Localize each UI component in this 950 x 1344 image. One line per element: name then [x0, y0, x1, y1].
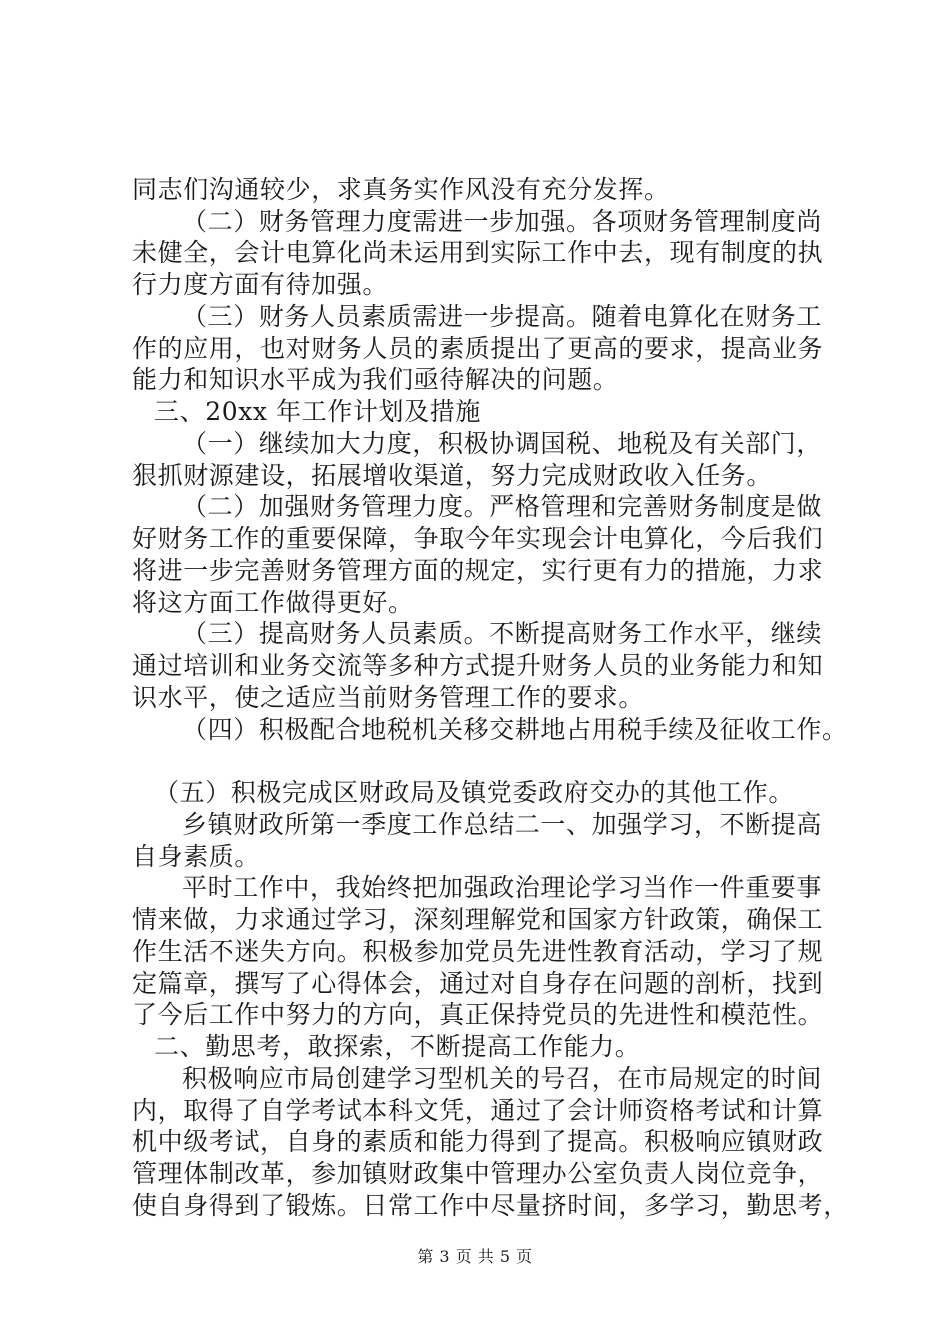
section-heading: 二、勤思考，敢探索，不断提高工作能力。	[154, 1032, 641, 1061]
section-heading: 三、20xx 年工作计划及措施	[154, 397, 481, 426]
text-line: 将这方面工作做得更好。	[132, 588, 414, 617]
text-line: 同志们沟通较少，求真务实作风没有充分发挥。	[132, 175, 670, 204]
text-line: （二）加强财务管理力度。严格管理和完善财务制度是做	[182, 492, 823, 521]
text-line: 积极响应市局创建学习型机关的号召，在市局规定的时间	[182, 1064, 823, 1093]
text-line: 未健全，会计电算化尚未运用到实际工作中去，现有制度的执	[132, 238, 824, 267]
text-line: （四）积极配合地税机关移交耕地占用税手续及征收工作。	[182, 715, 848, 744]
text-line: 平时工作中，我始终把加强政治理论学习当作一件重要事	[182, 873, 823, 902]
text-line: 机中级考试，自身的素质和能力得到了提高。积极响应镇财政	[132, 1127, 824, 1156]
page-footer: 第 3 页 共 5 页	[417, 1247, 533, 1266]
text-line: 乡镇财政所第一季度工作总结二一、加强学习，不断提高	[182, 810, 823, 839]
text-line: 内，取得了自学考试本科文凭，通过了会计师资格考试和计算	[132, 1096, 824, 1125]
text-line: （五）积极完成区财政局及镇党委政府交办的其他工作。	[154, 778, 795, 807]
text-line: 使自身得到了锻炼。日常工作中尽量挤时间，多学习，勤思考，	[132, 1191, 849, 1220]
text-line: （二）财务管理力度需进一步加强。各项财务管理制度尚	[182, 207, 823, 236]
text-line: 识水平，使之适应当前财务管理工作的要求。	[132, 683, 645, 712]
text-line: 作的应用，也对财务人员的素质提出了更高的要求，提高业务	[132, 334, 824, 363]
text-line: （一）继续加大力度，积极协调国税、地税及有关部门，	[182, 429, 823, 458]
text-line: 好财务工作的重要保障，争取今年实现会计电算化，今后我们	[132, 524, 824, 553]
text-line: 作生活不迷失方向。积极参加党员先进性教育活动，学习了规	[132, 937, 824, 966]
text-line: （三）财务人员素质需进一步提高。随着电算化在财务工	[182, 302, 823, 331]
text-line: 将进一步完善财务管理方面的规定，实行更有力的措施，力求	[132, 556, 824, 585]
text-line: 管理体制改革，参加镇财政集中管理办公室负责人岗位竞争，	[132, 1159, 824, 1188]
text-line: 行力度方面有待加强。	[132, 270, 389, 299]
text-line: 了今后工作中努力的方向，真正保持党员的先进性和模范性。	[132, 1000, 824, 1029]
text-line: （三）提高财务人员素质。不断提高财务工作水平，继续	[182, 619, 823, 648]
text-line: 情来做，力求通过学习，深刻理解党和国家方针政策，确保工	[132, 905, 824, 934]
text-line: 能力和知识水平成为我们亟待解决的问题。	[132, 365, 619, 394]
text-line: 自身素质。	[132, 842, 261, 871]
text-line: 狠抓财源建设，拓展增收渠道，努力完成财政收入任务。	[132, 461, 773, 490]
text-line: 定篇章，撰写了心得体会，通过对自身存在问题的剖析，找到	[132, 969, 824, 998]
text-line: 通过培训和业务交流等多种方式提升财务人员的业务能力和知	[132, 651, 824, 680]
